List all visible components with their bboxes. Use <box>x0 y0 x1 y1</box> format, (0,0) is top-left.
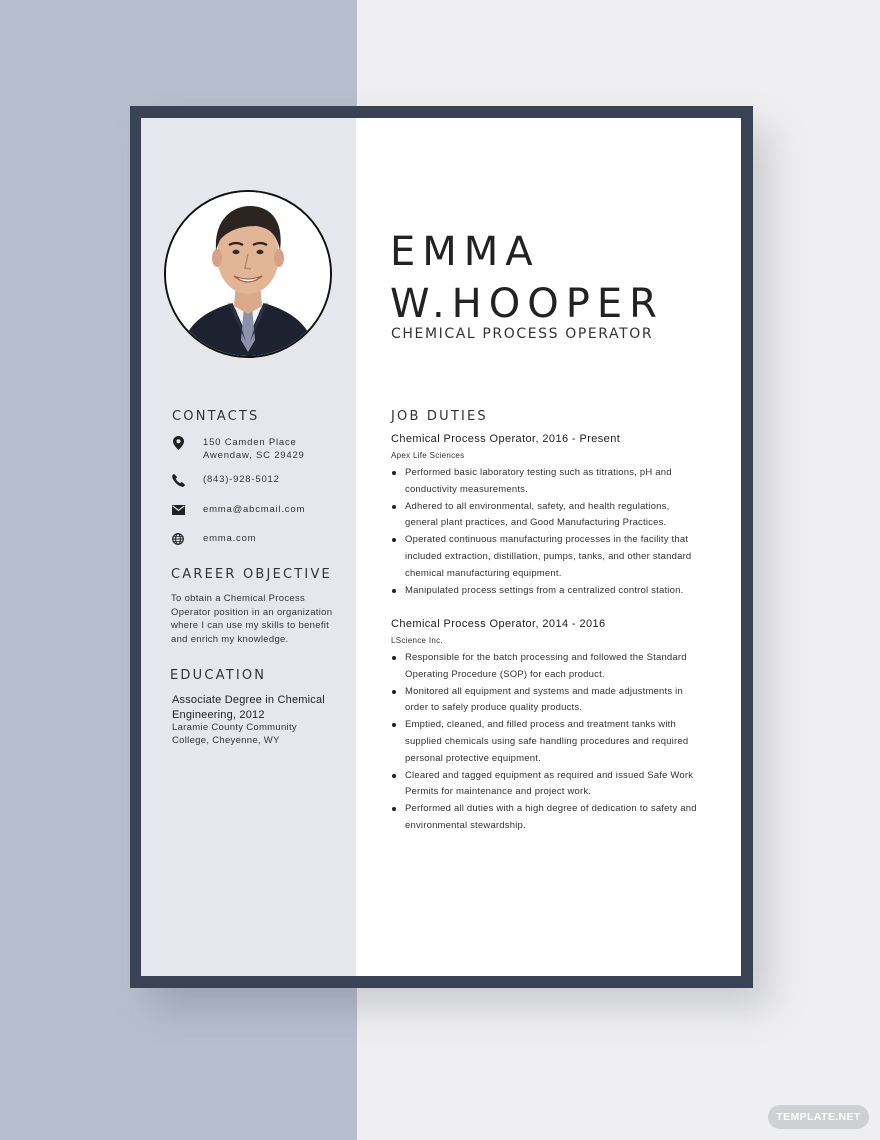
contact-email <box>171 503 351 517</box>
school-line: College, Cheyenne, WY <box>172 734 280 746</box>
address-text <box>203 436 305 462</box>
template-watermark-badge[interactable]: TEMPLATE.NET <box>768 1105 869 1129</box>
objective-line: where I can use my skills to benefit <box>171 620 330 631</box>
globe-icon <box>171 532 185 546</box>
education-degree <box>172 693 347 722</box>
degree-line: Engineering, 2012 <box>172 708 265 721</box>
bullet-icon <box>392 690 396 694</box>
education-heading: EDUCATION <box>170 668 267 683</box>
duty-line: Responsible for the batch processing and followed the Standard <box>405 652 687 663</box>
candidate-name <box>390 226 664 330</box>
duty-item <box>391 532 721 582</box>
duty-line: environmental stewardship. <box>405 819 526 831</box>
first-name: EMMA <box>390 229 540 275</box>
bullet-icon <box>392 807 396 811</box>
school-line: Laramie County Community <box>172 722 297 733</box>
job-title: Chemical Process Operator, 2014 - 2016 <box>391 618 606 630</box>
career-objective-text <box>171 592 351 646</box>
job-duties-list <box>391 650 721 835</box>
duty-line: Performed basic laboratory testing such as titrations, pH and <box>405 467 672 478</box>
phone-icon <box>171 473 185 487</box>
duty-line: chemical manufacturing equipment. <box>405 567 562 579</box>
address-line1: 150 Camden Place <box>203 437 297 448</box>
address-line2: Awendaw, SC 29429 <box>203 450 305 461</box>
contact-address <box>171 436 351 462</box>
objective-line: Operator position in an organization <box>171 606 333 618</box>
duty-line: Cleared and tagged equipment as required and issued Safe Work <box>405 769 694 781</box>
portrait-image <box>166 192 330 356</box>
contact-phone <box>171 473 351 487</box>
bullet-icon <box>392 471 396 475</box>
job-duties-heading: JOB DUTIES <box>391 409 488 424</box>
duty-line: Monitored all equipment and systems and made adjustments in <box>405 685 683 697</box>
duty-item <box>391 768 721 802</box>
job-title: Chemical Process Operator, 2016 - Present <box>391 433 621 445</box>
job-company: Apex Life Sciences <box>391 451 465 460</box>
bullet-icon <box>392 774 396 778</box>
degree-line: Associate Degree in Chemical <box>172 694 325 706</box>
email-text: emma@abcmail.com <box>203 504 306 515</box>
duty-line: conductivity measurements. <box>405 483 528 495</box>
website-text: emma.com <box>203 533 257 544</box>
duty-item <box>391 499 721 533</box>
duty-item <box>391 717 721 767</box>
objective-line: and enrich my knowledge. <box>171 633 289 645</box>
duty-item <box>391 465 721 499</box>
duty-line: Manipulated process settings from a centralized control station. <box>405 584 684 596</box>
duty-line: Operating Procedure (SOP) for each product. <box>405 668 605 680</box>
duty-line: included extraction, distillation, pumps, tanks, and other standard <box>405 550 692 562</box>
bullet-icon <box>392 505 396 509</box>
resume-page <box>141 118 741 976</box>
candidate-title: CHEMICAL PROCESS OPERATOR <box>391 326 654 342</box>
phone-text: (843)-928-5012 <box>203 474 280 485</box>
objective-line: To obtain a Chemical Process <box>171 593 306 604</box>
duty-item <box>391 801 721 835</box>
duty-line: Adhered to all environmental, safety, and health regulations, <box>405 500 670 512</box>
duty-line: Permits for maintenance and project work. <box>405 786 592 798</box>
duty-item <box>391 684 721 718</box>
career-objective-heading: CAREER OBJECTIVE <box>171 567 332 582</box>
duty-line: general plant practices, and Good Manufacturing Practices. <box>405 517 667 529</box>
contacts-heading: CONTACTS <box>172 409 260 424</box>
duty-line: supplied chemicals using safe handling procedures and required <box>405 735 689 747</box>
duty-line: personal protective equipment. <box>405 752 541 764</box>
last-name: W.HOOPER <box>390 281 664 327</box>
job-duties-list <box>391 465 721 599</box>
bullet-icon <box>392 538 396 542</box>
duty-line: Performed all duties with a high degree of dedication to safety and <box>405 803 697 815</box>
duty-item <box>391 583 721 600</box>
duty-line: order to safely produce quality products. <box>405 702 583 714</box>
envelope-icon <box>171 503 185 517</box>
duty-line: Emptied, cleaned, and filled process and treatment tanks with <box>405 719 676 731</box>
bullet-icon <box>392 589 396 593</box>
bullet-icon <box>392 723 396 727</box>
map-pin-icon <box>171 436 185 450</box>
contact-website <box>171 532 351 546</box>
duty-line: Operated continuous manufacturing processes in the facility that <box>405 534 689 546</box>
job-company: LScience Inc. <box>391 636 443 645</box>
bullet-icon <box>392 656 396 660</box>
education-school <box>172 722 352 747</box>
profile-photo <box>164 190 332 358</box>
duty-item <box>391 650 721 684</box>
